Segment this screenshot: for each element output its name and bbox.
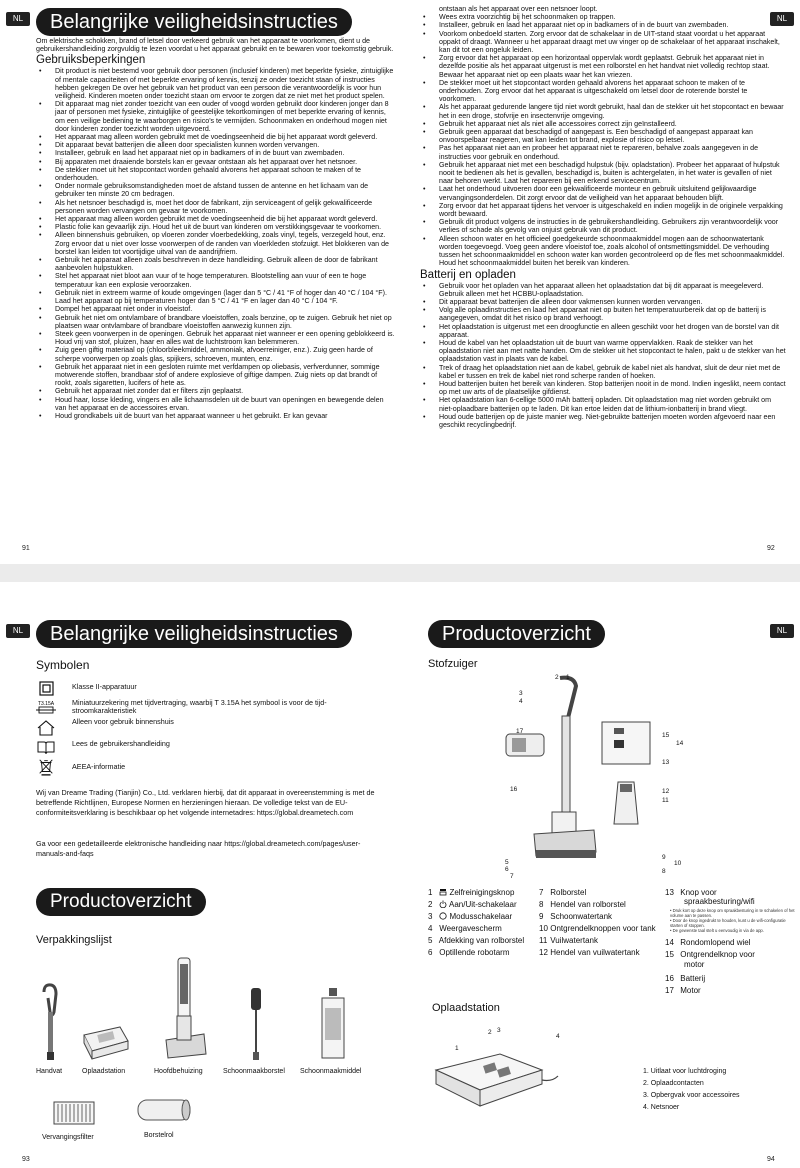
callout-3: 3 bbox=[519, 690, 523, 697]
part-1: 1 Zelfreinigingsknop bbox=[428, 888, 515, 897]
packing-label-brush: Schoonmaakborstel bbox=[223, 1068, 285, 1075]
callout-11: 11 bbox=[662, 797, 669, 804]
list-item: • Als het apparaat gedurende langere tijd niet wordt gebruikt, haal dan de stekker uit het stopcontact en bewaar het in een droge, stofvrije en insectenvrije omgeving. bbox=[420, 103, 786, 119]
callout-14: 14 bbox=[676, 740, 684, 747]
section-heading-usage: Gebruiksbeperkingen bbox=[36, 54, 146, 67]
callout-2: 2 bbox=[555, 674, 559, 681]
fuse-icon bbox=[36, 698, 56, 716]
part-7: 7 Rolborstel bbox=[539, 888, 587, 897]
list-item: • Trek of draag het oplaadstation niet aan de kabel, gebruik de kabel niet als handvat, sluit de deur niet met de kabel er tussen en trek de kabel niet rond scherpe randen of hoeken. bbox=[420, 364, 786, 380]
list-item: • Houd grondkabels uit de buurt van het apparaat wanneer u het gebruikt. Er kan gevaar bbox=[36, 412, 396, 420]
page-number-94: 94 bbox=[767, 1156, 775, 1163]
charging-callout-3: 3 bbox=[497, 1027, 501, 1034]
page-number-91: 91 bbox=[22, 545, 30, 552]
list-item: • Houd haar, losse kleding, vingers en alle lichaamsdelen uit de buurt van openingen en bewegende delen van het apparaat en de accessoires ervan. bbox=[36, 396, 396, 412]
callout-7: 7 bbox=[510, 873, 514, 880]
replacement-filter-image bbox=[52, 1100, 96, 1128]
list-item: • Plastic folie kan gevaarlijk zijn. Houd het uit de buurt van kinderen om verstikkingsgevaar te voorkomen. bbox=[36, 223, 396, 231]
class-ii-icon bbox=[36, 680, 56, 698]
list-item: • Gebruik het apparaat alleen zoals beschreven in deze handleiding. Gebruik alleen de door de fabrikant aanbevolen hulpstukken. bbox=[36, 256, 396, 272]
list-item: • Gebruik dit product volgens de instructies in de gebruikershandleiding. Gebruikers zijn verantwoordelijk voor verlies of schade als gevolg van onjuist gebruik van dit product. bbox=[420, 218, 786, 234]
battery-list bbox=[420, 282, 786, 430]
part-15-label-2: motor bbox=[684, 960, 705, 969]
part-13-note-3: • De gewenste taal stelt u eenvoudig in via de app. bbox=[670, 928, 764, 933]
list-item: • Houd batterijen buiten het bereik van kinderen. Stop batterijen nooit in de mond. Indien ingeslikt, neem contact op met uw arts of de plaatselijke gifdienst. bbox=[420, 380, 786, 396]
continuation-text: ontstaan als het apparaat over een netsnoer loopt. bbox=[439, 5, 598, 13]
packing-label-handle: Handvat bbox=[36, 1068, 63, 1075]
packing-label-solution: Schoonmaakmiddel bbox=[300, 1068, 362, 1075]
list-item: • Alleen schoon water en het officieel goedgekeurde schoonmaakmiddel mogen aan de schoonwatertank worden toegevoegd. Voeg geen andere vloeistof toe, zoals alcohol of ontsmettingsmiddel. De verhouding tussen het schoonmaakmiddel en schoon water kan worden gecontroleerd op de fles met schoonmaakmiddel. Houd het schoonmaakmiddel buiten het bereik van kinderen. bbox=[420, 235, 786, 268]
symbol-row-class-ii bbox=[36, 680, 376, 698]
callout-13: 13 bbox=[662, 759, 670, 766]
language-tab-nl-93: NL bbox=[6, 624, 30, 638]
part-15: 15 Ontgrendelknop voor bbox=[665, 950, 755, 959]
charging-station-heading: Oplaadstation bbox=[432, 1002, 500, 1014]
safety-list-continued bbox=[420, 13, 786, 267]
handle-image bbox=[36, 982, 66, 1062]
callout-15: 15 bbox=[662, 732, 670, 739]
list-item: • Gebruik voor het opladen van het apparaat alleen het oplaadstation dat bij dit apparaat is meegeleverd. Gebruik alleen met het HCBBU-oplaadstation. bbox=[420, 282, 786, 298]
callout-1: 1 bbox=[566, 674, 570, 681]
callout-17: 17 bbox=[516, 728, 524, 735]
charging-item-1: 1. Uitlaat voor luchtdroging bbox=[643, 1068, 727, 1075]
packing-label-station: Oplaadstation bbox=[82, 1068, 126, 1075]
callout-9: 9 bbox=[662, 854, 666, 861]
language-tab-nl: NL bbox=[6, 12, 30, 26]
language-tab-nl-right: NL bbox=[770, 12, 794, 26]
part-16: 16 Batterij bbox=[665, 974, 706, 983]
symbol-text: AEEA-informatie bbox=[72, 762, 126, 771]
cleaning-solution-image bbox=[316, 986, 350, 1062]
charging-callout-1: 1 bbox=[455, 1045, 459, 1052]
charging-callout-2: 2 bbox=[488, 1029, 492, 1036]
callout-16: 16 bbox=[510, 786, 518, 793]
dirty-tank-detail-image bbox=[600, 778, 656, 830]
list-item: • De stekker moet uit het stopcontact worden gehaald alvorens het apparaat schoon te maken of te onderhouden. Zorg ervoor dat het apparaat is uitgeschakeld om letsel door de roterende borstel te voorkomen. bbox=[420, 79, 786, 104]
list-item: • Voorkom onbedoeld starten. Zorg ervoor dat de schakelaar in de UIT-stand staat voordat u het apparaat oppakt of draagt. Wanneer u het apparaat draagt met uw vinger op de schakelaar of het apparaat inschakelt, kan dit tot een ongeluk leiden. bbox=[420, 30, 786, 55]
intro-paragraph: Om elektrische schokken, brand of letsel door verkeerd gebruik van het apparaat te voorkomen, dient u de gebruikershandleiding zorgvuldig te lezen voordat u het apparaat gebruikt en te bewaren voor toekomstig gebruik. bbox=[36, 37, 394, 54]
list-item: • Het apparaat mag alleen worden gebruikt met de voedingseenheid die bij het apparaat wordt geleverd. bbox=[36, 215, 396, 223]
symbol-text: Klasse II-apparatuur bbox=[72, 682, 137, 691]
list-item: • Gebruik het apparaat niet met een beschadigd hulpstuk (bijv. opladstation). Probeer het apparaat of hulpstuk nooit te bedienen als het is gevallen, beschadigd is, buiten is achtergelaten, in het water is gevallen of niet naar behoren werkt. Laat het repareren bij een erkend servicecentrum. bbox=[420, 161, 786, 186]
packing-list-heading: Verpakkingslijst bbox=[36, 934, 112, 946]
list-item: • Gebruik geen apparaat dat beschadigd of aangepast is. Een beschadigd of aangepast apparaat kan onvoorspelbaar reageren, wat kan leiden tot brand, explosie of risico op letsel. bbox=[420, 128, 786, 144]
list-item: • Volg alle oplaadinstructies en laad het apparaat niet op buiten het temperatuurbereik dat op de batterij is aangegeven, omdat dit het risico op brand verhoogt. bbox=[420, 306, 786, 322]
list-item: • Pas het apparaat niet aan en probeer het apparaat niet te repareren, behalve zoals aangegeven in de instructies voor gebruik en onderhoud. bbox=[420, 144, 786, 160]
list-item: • Steek geen voorwerpen in de openingen. Gebruik het apparaat niet wanneer er een opening geblokkeerd is. Houd vrij van stof, pluizen, haar en alles wat de luchtstroom kan belemmeren. bbox=[36, 330, 396, 346]
list-item: • Het apparaat mag alleen worden gebruikt met de voedingseenheid die bij het apparaat wordt geleverd. bbox=[36, 133, 396, 141]
part-13-note-2: • Door de knop ingedrukt te houden, kunt u de wifi-configuratie starten of stoppen. bbox=[670, 918, 786, 928]
part-5: 5 Afdekking van rolborstel bbox=[428, 936, 525, 945]
bottom-spread bbox=[0, 582, 800, 1168]
vacuum-diagram bbox=[500, 672, 610, 872]
part-10: 10 Ontgrendelknoppen voor tank bbox=[539, 924, 656, 933]
part-8: 8 Hendel van rolborstel bbox=[539, 900, 626, 909]
section-heading-battery: Batterij en opladen bbox=[420, 268, 516, 281]
symbol-row-manual bbox=[36, 738, 376, 756]
symbols-heading: Symbolen bbox=[36, 658, 90, 672]
list-item: • Houd de kabel van het oplaadstation uit de buurt van warme oppervlakken. Raak de stekker van het oplaadstation niet aan met natte handen. Om de stekker uit het stopcontact te halen, pakt u de stekker van het oplaadstation vast in plaats van de kabel. bbox=[420, 339, 786, 364]
symbol-row-weee bbox=[36, 758, 376, 778]
list-item: • Als het netsnoer beschadigd is, moet het door de fabrikant, zijn serviceagent of gelijk gekwalificeerde personen worden vervangen om gevaar te voorkomen. bbox=[36, 199, 396, 215]
charging-callout-4: 4 bbox=[556, 1033, 560, 1040]
list-item: • Gebruik het apparaat niet als niet alle accessoires correct zijn geïnstalleerd. bbox=[420, 120, 786, 128]
top-spread bbox=[0, 0, 800, 564]
cleaning-brush-image bbox=[246, 986, 266, 1062]
list-item: • Onder normale gebruiksomstandigheden moet de afstand tussen de antenne en het lichaam van de gebruiker ten minste 20 cm bedragen. bbox=[36, 182, 396, 198]
symbol-text: Miniatuurzekering met tijdvertraging, waarbij T 3.15A het symbool is voor de tijd-stroomkarakteristiek bbox=[72, 698, 327, 716]
part-9: 9 Schoonwatertank bbox=[539, 912, 613, 921]
part-13-label-2: spraakbesturing/wifi bbox=[684, 897, 755, 906]
part-4: 4 Weergavescherm bbox=[428, 924, 502, 933]
charging-item-3: 3. Opbergvak voor accessoires bbox=[643, 1092, 740, 1099]
list-item: • Zuig geen giftig materiaal op (chloorbleekmiddel, ammoniak, afvoerreiniger, enz.). Zuig geen harde of scherpe voorwerpen op zoals glas, spijkers, schroeven, munten, enz. bbox=[36, 346, 396, 362]
list-item: • Stel het apparaat niet bloot aan vuur of te hoge temperaturen. Blootstelling aan vuur of een te hoge temperatuur kan een explosie veroorzaken. bbox=[36, 272, 396, 288]
charging-item-2: 2. Oplaadcontacten bbox=[643, 1080, 704, 1087]
control-detail-image bbox=[596, 718, 656, 768]
list-item: • Het oplaadstation kan 6-cellige 5000 mAh batterij opladen. Dit oplaadstation mag niet worden gebruikt om niet-oplaadbare batterijen op te laden. Dit kan ertoe leiden dat de lithium-ionbatterij in brand vliegt. bbox=[420, 396, 786, 412]
charging-station-image bbox=[80, 1019, 130, 1061]
conformity-declaration: Wij van Dreame Trading (Tianjin) Co., Ltd. verklaren hierbij, dat dit apparaat in overeenstemming is met de betreffende Richtlijnen, Europese Normen en herzieningen hieraan. De volledige tekst van de EU-conformiteitsverklaring is beschikbaar op het volgende internetadres: https://global.dreametech.com bbox=[36, 788, 375, 817]
motor-detail-image bbox=[498, 730, 550, 760]
page-title-overview-94: Productoverzicht bbox=[428, 620, 605, 648]
list-item: • Dit apparaat bevat batterijen die alleen door vakmensen kunnen worden vervangen. bbox=[420, 298, 786, 306]
list-item: • Gebruik niet in extreem warme of koude omgevingen (lager dan 5 °C / 41 °F of hoger dan 40 °C / 104 °F). Laad het apparaat op bij temperaturen hoger dan 5 °C / 41 °F en lager dan 40 °C / 104 °F. bbox=[36, 289, 396, 305]
symbol-text: Lees de gebruikershandleiding bbox=[72, 739, 170, 748]
charging-station-diagram bbox=[430, 1040, 560, 1120]
callout-5: 5 bbox=[505, 859, 509, 866]
list-item: • Zorg ervoor dat het apparaat op een horizontaal oppervlak wordt geplaatst. Gebruik het apparaat niet in dezelfde positie als het apparaat uitgerust is met een rolborstel en het handvat niet volledig rechtop staat. Bewaar het apparaat niet op een plaats waar het kan vriezen. bbox=[420, 54, 786, 79]
part-17: 17 Motor bbox=[665, 986, 701, 995]
list-item: • Houd oude batterijen op de juiste manier weg. Niet-gebruikte batterijen moeten worden afgevoerd naar een geschikt recyclingbedrijf. bbox=[420, 413, 786, 429]
mode-circle-icon bbox=[439, 912, 447, 920]
list-item: • Installeer, gebruik en laad het apparaat niet op in badkamers of in de buurt van zwembaden. bbox=[36, 149, 396, 157]
part-12: 12 Hendel van vuilwatertank bbox=[539, 948, 640, 957]
part-13: 13 Knop voor bbox=[665, 888, 717, 897]
self-clean-icon bbox=[439, 888, 447, 896]
list-item: • Dit apparaat mag niet zonder toezicht van een ouder of voogd worden gebruikt door kinderen jonger dan 8 jaar of personen met fysieke, zintuiglijke of geestelijke tekortkomingen of met beperkte ervaring of kennis, om een veilige bediening te waarborgen en risico's te vermijden. Schoonmaken en onderhoud mogen niet door kinderen zonder toezicht worden uitgevoerd. bbox=[36, 100, 396, 133]
fuse-label: T3.15A bbox=[37, 701, 55, 707]
power-icon bbox=[439, 900, 447, 908]
spread-divider bbox=[0, 564, 800, 582]
section-title-overview-93: Productoverzicht bbox=[36, 888, 206, 916]
page-91-text bbox=[36, 37, 396, 420]
main-body-image bbox=[160, 954, 210, 1062]
list-item: • Dit apparaat bevat batterijen die alleen door specialisten kunnen worden vervangen. bbox=[36, 141, 396, 149]
page-92-text bbox=[420, 5, 786, 429]
house-icon bbox=[36, 719, 56, 737]
packing-label-filter: Vervangingsfilter bbox=[42, 1134, 94, 1141]
part-14: 14 Rondomlopend wiel bbox=[665, 938, 751, 947]
manual-link-note: Ga voor een gedetailleerde elektronische handleiding naar https://global.dreametech.com/pages/user-manuals-and-faqs bbox=[36, 839, 361, 858]
weee-bin-icon bbox=[36, 758, 56, 776]
list-item: • Wees extra voorzichtig bij het schoonmaken op trappen. bbox=[420, 13, 786, 21]
symbol-row-indoor bbox=[36, 719, 376, 737]
page-title-safety: Belangrijke veiligheidsinstructies bbox=[36, 8, 352, 36]
list-item: • Gebruik het apparaat niet in een gesloten ruimte met verfdampen op oliebasis, verfverdunner, sommige motwerende stoffen, brandbaar stof of andere explosieve of giftige dampen. Zuig niets op dat brandt of rookt, zoals sigaretten, lucifers of hete as. bbox=[36, 363, 396, 388]
list-item: • Laat het onderhoud uitvoeren door een gekwalificeerde monteur en gebruik uitsluitend gelijkwaardige vervangingsonderdelen. Dit zorgt ervoor dat de veiligheid van het apparaat behouden blijft. bbox=[420, 185, 786, 201]
list-item: • Bij apparaten met draaiende borstels kan er gevaar ontstaan als het apparaat over het netsnoer. bbox=[36, 158, 396, 166]
list-item: • Zorg ervoor dat het apparaat tijdens het vervoer is uitgeschakeld en indien mogelijk in de originele verpakking wordt bewaard. bbox=[420, 202, 786, 218]
vacuum-heading: Stofzuiger bbox=[428, 658, 478, 670]
list-item: • Dit product is niet bestemd voor gebruik door personen (inclusief kinderen) met beperkte fysieke, zintuiglijke of mentale capaciteiten of met beperkte ervaring of kennis, tenzij ze onder toezicht staan of instructies hebben gekregen De over het gebruik van het product van een persoon die verantwoordelijk is voor hun veiligheid. Kinderen moeten onder toezicht staan om ervoor te zorgen dat ze niet met het product spelen. bbox=[36, 67, 396, 100]
callout-4: 4 bbox=[519, 698, 523, 705]
list-item: • De stekker moet uit het stopcontact worden gehaald alvorens het apparaat schoon te maken of te onderhouden. bbox=[36, 166, 396, 182]
packing-label-roll: Borstelrol bbox=[144, 1132, 174, 1139]
manual-icon bbox=[36, 738, 56, 756]
callout-12: 12 bbox=[662, 788, 670, 795]
list-item: • Dompel het apparaat niet onder in vloeistof. bbox=[36, 305, 396, 313]
callout-10: 10 bbox=[674, 860, 682, 867]
part-11: 11 Vuilwatertank bbox=[539, 936, 598, 945]
part-3: 3 Modusschakelaar bbox=[428, 912, 513, 921]
packing-label-body: Hoofdbehuizing bbox=[154, 1068, 203, 1075]
page-number-92: 92 bbox=[767, 545, 775, 552]
list-item: • Alleen binnenshuis gebruiken, op vloeren zonder vloerbedekking, zoals vinyl, tegels, verzegeld hout, enz. Zorg ervoor dat u niet over losse voorwerpen of de randen van vloerkleden stofzuigt. Het blokkeren van de borstel kan leiden tot voortijdige uitval van de aandrijfriem. bbox=[36, 231, 396, 256]
page-title-safety-93: Belangrijke veiligheidsinstructies bbox=[36, 620, 352, 648]
brush-roll-image bbox=[134, 1096, 194, 1124]
language-tab-nl-94: NL bbox=[770, 624, 794, 638]
callout-6: 6 bbox=[505, 866, 509, 873]
list-item: • Gebruik het niet om ontvlambare of brandbare vloeistoffen, zoals benzine, op te zuigen. Gebruik het niet op plaatsen waar ontvlambare of brandbare vloeistoffen aanwezig kunnen zijn. bbox=[36, 314, 396, 330]
part-6: 6 Optillende robotarm bbox=[428, 948, 510, 957]
list-item: • Gebruik het apparaat niet zonder dat er filters zijn geplaatst. bbox=[36, 387, 396, 395]
list-item: • Installeer, gebruik en laad het apparaat niet op in badkamers of in de buurt van zwembaden. bbox=[420, 21, 786, 29]
part-2: 2 Aan/Uit-schakelaar bbox=[428, 900, 517, 909]
callout-8: 8 bbox=[662, 868, 666, 875]
part-13-note-1: • Druk kort op deze knop om spraakbesturing in te schakelen of het volume aan te passen. bbox=[670, 908, 795, 918]
charging-item-4: 4. Netsnoer bbox=[643, 1104, 680, 1111]
page-number-93: 93 bbox=[22, 1156, 30, 1163]
list-item: • Het oplaadstation is uitgerust met een droogfunctie en alleen geschikt voor het drogen van de borstel van dit apparaat. bbox=[420, 323, 786, 339]
usage-restrictions-list bbox=[36, 67, 396, 420]
symbol-text: Alleen voor gebruik binnenshuis bbox=[72, 717, 174, 726]
